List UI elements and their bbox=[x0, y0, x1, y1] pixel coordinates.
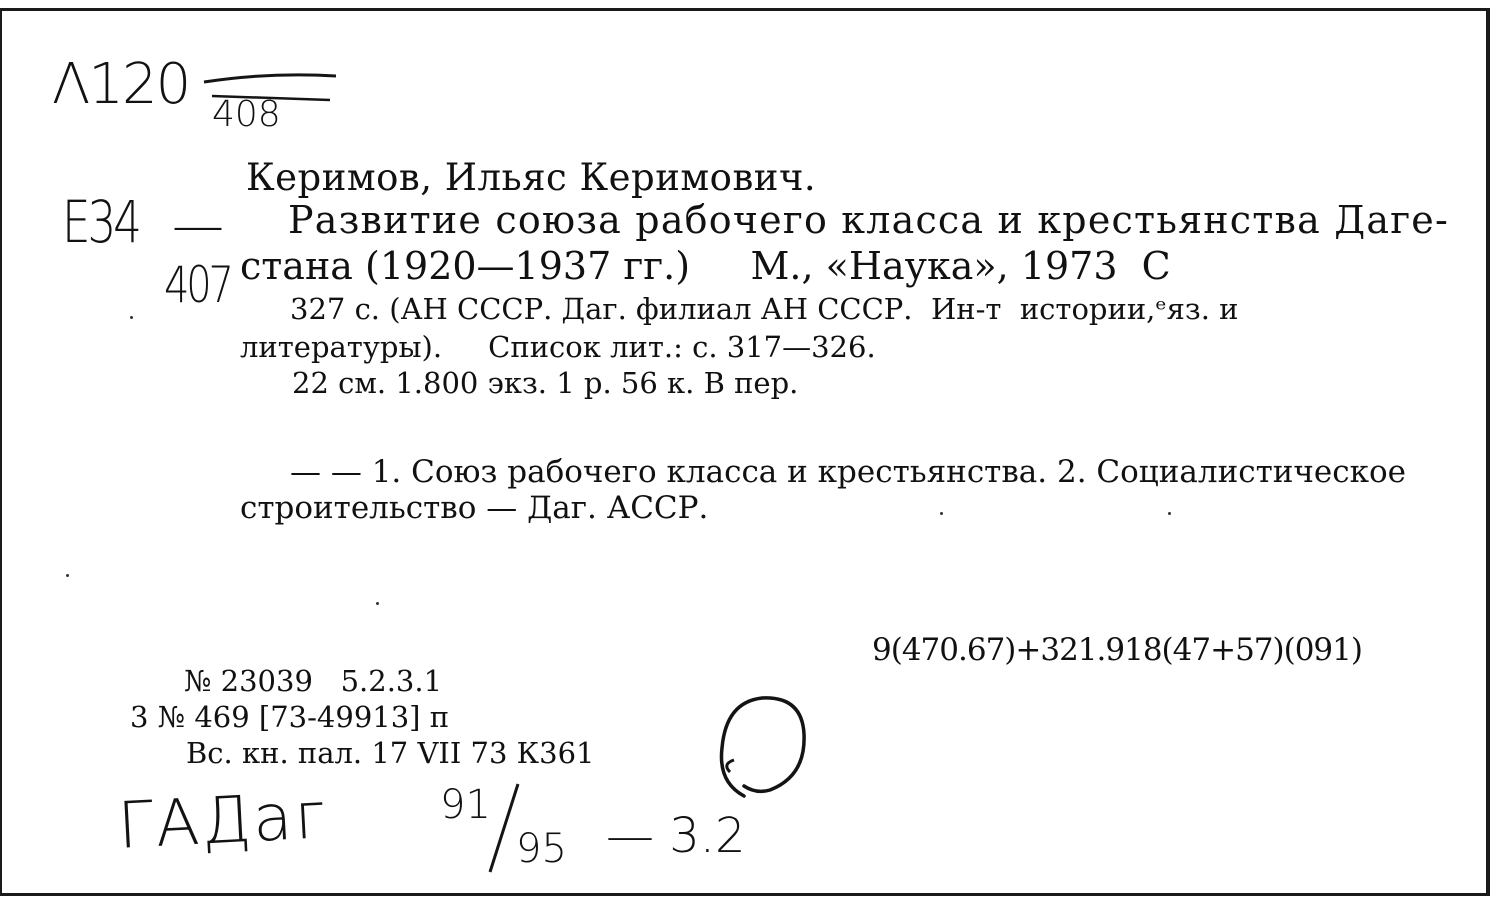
subjects-line-2: строительство — Даг. АССР. bbox=[240, 490, 709, 526]
handwritten-date-numerator: 91 bbox=[440, 782, 491, 828]
scan-speck bbox=[130, 316, 133, 319]
description-line-1: 327 с. (АН СССР. Даг. филиал АН СССР. Ин-т истории,ᵉяз. и bbox=[290, 292, 1239, 326]
description-line-3: 22 см. 1.800 экз. 1 р. 56 к. В пер. bbox=[292, 366, 799, 400]
handwritten-shelf-mark: Λ120 bbox=[52, 52, 190, 117]
handwritten-archive-mark: ГАДаг bbox=[116, 779, 330, 864]
handwritten-class-sub: 407 bbox=[164, 256, 231, 314]
order-number: 3 № 469 [73-49913] п bbox=[130, 700, 450, 734]
scan-speck bbox=[66, 574, 69, 577]
scan-speck bbox=[376, 602, 379, 605]
hand-drawn-circle bbox=[700, 690, 820, 810]
description-line-2: литературы). Список лит.: с. 317—326. bbox=[240, 330, 876, 364]
subjects-line-1: — — 1. Союз рабочего класса и крестьянства. 2. Социалистическое bbox=[290, 454, 1406, 490]
title-line-1: Развитие союза рабочего класса и крестьянства Даге- bbox=[288, 198, 1450, 242]
handwritten-shelf-fraction: 408 bbox=[212, 94, 281, 135]
handwritten-class-dash: — bbox=[172, 196, 224, 256]
author-heading: Керимов, Ильяс Керимович. bbox=[246, 156, 817, 199]
handwritten-archive-suffix: — 3.2 bbox=[606, 808, 746, 864]
book-chamber-line: Вс. кн. пал. 17 VII 73 К361 bbox=[186, 736, 595, 770]
scan-speck bbox=[940, 512, 943, 515]
title-line-2: стана (1920—1937 гг.) М., «Наука», 1973 С bbox=[240, 244, 1171, 288]
registration-number: № 23039 5.2.3.1 bbox=[184, 664, 443, 698]
scan-speck bbox=[1168, 512, 1171, 515]
handwritten-date-denominator: 95 bbox=[516, 826, 567, 872]
handwritten-class-code: Е34 bbox=[62, 188, 139, 256]
classification-index: 9(470.67)+321.918(47+57)(091) bbox=[872, 632, 1362, 668]
